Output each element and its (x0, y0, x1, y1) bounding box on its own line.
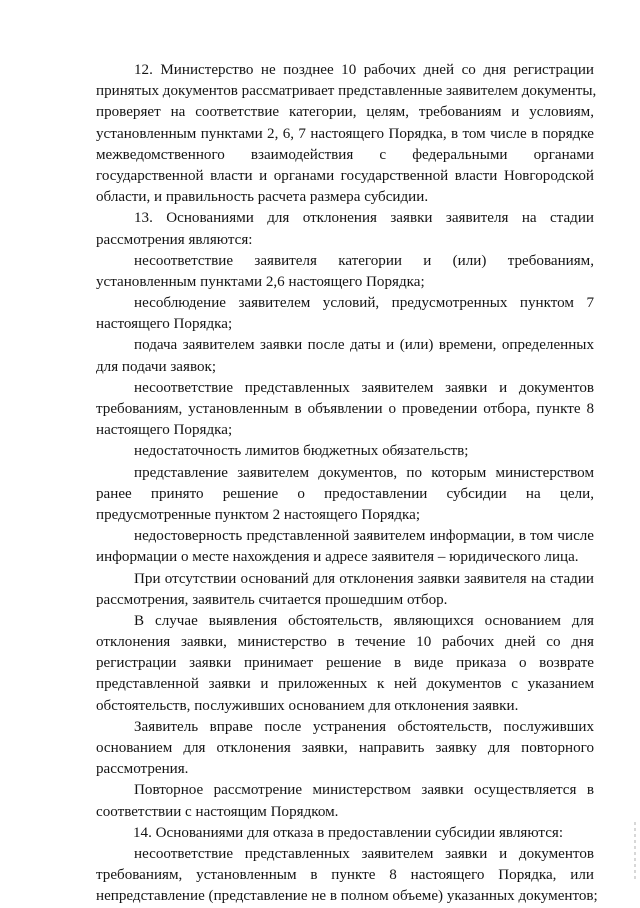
list-item-line: несоответствие заявителя категории и (или) требованиям, (134, 252, 594, 269)
list-item-line: установленным пунктами 2,6 настоящего Порядка; (96, 273, 425, 290)
paragraph-12-line-2: принятых документов рассматривает представленные заявителем документы, (96, 83, 597, 100)
list-item-line: для подачи заявок; (96, 358, 217, 375)
scan-edge-mark (634, 822, 636, 882)
paragraph-12-line-7: области, и правильность расчета размера субсидии. (96, 189, 429, 206)
list-item-line: ранее принято решение о предоставлении субсидии на цели, (96, 485, 594, 502)
paragraph-14-line-1: 14. Основаниями для отказа в предоставлении субсидии являются: (133, 824, 564, 841)
list-item-line: непредставление (представление не в полном объеме) указанных документов; (96, 888, 598, 905)
list-item-line: информации о месте нахождения и адресе заявителя – юридического лица. (96, 549, 579, 566)
list-item-line: представление заявителем документов, по которым министерством (134, 464, 594, 481)
paragraph-12-line-4: установленным пунктами 2, 6, 7 настоящего Порядка, в том числе в порядке (96, 125, 594, 142)
paragraph-12-line-1: 12. Министерство не позднее 10 рабочих дней со дня регистрации (134, 62, 594, 78)
list-item-line: настоящего Порядка; (96, 422, 233, 439)
paragraph-line: Заявитель вправе после устранения обстоятельств, послуживших (134, 718, 594, 735)
document-body (96, 60, 598, 908)
list-item-line: несоответствие представленных заявителем заявки и документов (134, 379, 594, 396)
paragraph-line: основанием для отклонения заявки, направить заявку для повторного (96, 740, 594, 756)
list-item-line: настоящего Порядка; (96, 316, 233, 333)
list-item-line: подача заявителем заявки после даты и (или) времени, определенных (134, 337, 594, 354)
list-item-line: требованиям, установленным в объявлении о проведении отбора, пункте 8 (96, 401, 594, 417)
paragraph-12-line-6: государственной власти и органами государственной власти Новгородской (96, 167, 594, 184)
paragraph-line: представленной заявки и приложенных к ней документов с указанием (96, 676, 594, 693)
paragraph-line: рассмотрения, заявитель считается прошедшим отбор. (96, 591, 448, 608)
list-item-line: несоблюдение заявителем условий, предусмотренных пунктом 7 (134, 295, 594, 312)
paragraph-13-line-2: рассмотрения являются: (96, 231, 253, 248)
paragraph-12-line-3: проверяет на соответствие категории, целям, требованиям и условиям, (96, 104, 594, 121)
paragraph-line: регистрации заявки принимает решение в виде приказа о возврате (96, 655, 594, 672)
paragraph-line: В случае выявления обстоятельств, являющихся основанием для (134, 612, 594, 629)
paragraph-line: рассмотрения. (96, 761, 189, 778)
paragraph-13-line-1: 13. Основаниями для отклонения заявки заявителя на стадии (134, 210, 594, 227)
paragraph-12-line-5: межведомственного взаимодействия с федеральными органами (96, 146, 594, 163)
list-item-line: недостаточность лимитов бюджетных обязательств; (134, 443, 469, 460)
list-item-line: несоответствие представленных заявителем заявки и документов (134, 845, 594, 862)
paragraph-line: отклонения заявки, министерство в течение 10 рабочих дней со дня (96, 634, 594, 651)
paragraph-line: При отсутствии оснований для отклонения заявки заявителя на стадии (134, 570, 594, 587)
list-item-line: требованиям, установленным в пункте 8 настоящего Порядка, или (96, 867, 594, 884)
list-item-line: предусмотренные пунктом 2 настоящего Порядка; (96, 506, 421, 523)
paragraph-line: обстоятельств, послуживших основанием для отклонения заявки. (96, 697, 519, 714)
list-item-line: недостоверность представленной заявителем информации, в том числе (134, 528, 594, 545)
paragraph-line: Повторное рассмотрение министерством заявки осуществляется в (134, 782, 594, 799)
paragraph-line: соответствии с настоящим Порядком. (96, 803, 339, 820)
